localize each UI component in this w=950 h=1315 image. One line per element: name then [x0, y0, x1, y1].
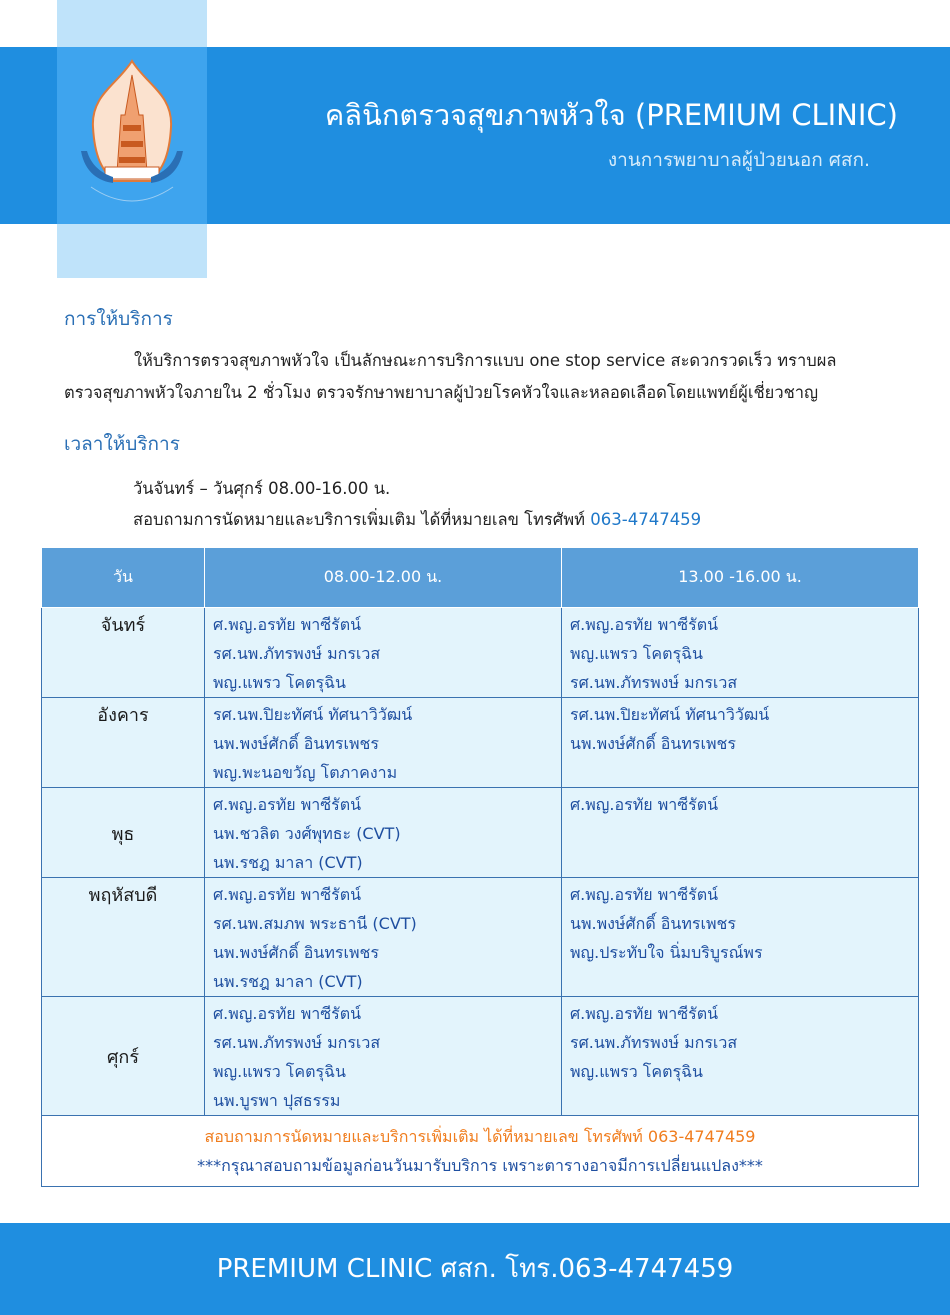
day-cell: จันทร์ [42, 608, 205, 698]
note-contact-text: สอบถามการนัดหมายและบริการเพิ่มเติม ได้ที่หมายเลข โทรศัพท์ [204, 1127, 643, 1146]
note-warning: ***กรุณาสอบถามข้อมูลก่อนวันมารับบริการ เพราะตารางอาจมีการเปลี่ยนแปลง*** [197, 1156, 763, 1175]
page-title: คลินิกตรวจสุขภาพหัวใจ (PREMIUM CLINIC) [324, 98, 898, 132]
doctor-name: พญ.ประทับใจ นิ่มบริบูรณ์พร [570, 943, 763, 962]
doctor-name: รศ.นพ.ภัทรพงษ์ มกรเวส [570, 1033, 738, 1052]
contact-text: สอบถามการนัดหมายและบริการเพิ่มเติม ได้ที่หมายเลข โทรศัพท์ [133, 510, 585, 529]
afternoon-cell [562, 997, 919, 1116]
day-cell: พุธ [42, 788, 205, 878]
services-line-1: ให้บริการตรวจสุขภาพหัวใจ เป็นลักษณะการบริการแบบ one stop service สะดวกรวดเร็ว ทราบผล [134, 351, 837, 370]
doctor-name: ศ.พญ.อรทัย พาซีรัตน์ [570, 1004, 719, 1023]
morning-cell [205, 997, 562, 1116]
afternoon-cell [562, 698, 919, 788]
doctor-name: ศ.พญ.อรทัย พาซีรัตน์ [570, 885, 719, 904]
morning-cell [205, 608, 562, 698]
doctor-name: พญ.พะนอขวัญ โตภาคงาม [213, 763, 398, 782]
doctor-name: นพ.บูรพา ปุสธรรม [213, 1091, 341, 1110]
hours-contact [133, 507, 701, 533]
doctor-name: นพ.ชวลิต วงศ์พุทธะ (CVT) [213, 824, 401, 843]
doctor-name: พญ.แพรว โคตรุฉิน [570, 1062, 703, 1081]
table-row [42, 608, 919, 698]
afternoon-cell [562, 608, 919, 698]
services-description [64, 345, 924, 409]
doctor-name: นพ.พงษ์ศักดิ์ อินทรเพชร [570, 914, 736, 933]
doctor-name: รศ.นพ.ภัทรพงษ์ มกรเวส [213, 644, 381, 663]
table-row [42, 788, 919, 878]
morning-cell [205, 788, 562, 878]
hours-heading: เวลาให้บริการ [64, 433, 180, 455]
table-header-row [42, 548, 919, 608]
hours-days: วันจันทร์ – วันศุกร์ 08.00-16.00 น. [133, 479, 391, 498]
doctor-name: พญ.แพรว โคตรุฉิน [570, 644, 703, 663]
table-note-cell [42, 1116, 919, 1187]
note-contact [42, 1122, 918, 1151]
day-cell: อังคาร [42, 698, 205, 788]
university-logo-icon [69, 55, 195, 215]
doctor-name: รศ.นพ.ภัทรพงษ์ มกรเวส [570, 673, 738, 692]
day-cell: พฤหัสบดี [42, 878, 205, 997]
doctor-name: ศ.พญ.อรทัย พาซีรัตน์ [213, 885, 362, 904]
doctor-name: ศ.พญ.อรทัย พาซีรัตน์ [570, 615, 719, 634]
day-cell: ศุกร์ [42, 997, 205, 1116]
doctor-name: รศ.นพ.ภัทรพงษ์ มกรเวส [213, 1033, 381, 1052]
table-note-row [42, 1116, 919, 1187]
doctor-name: นพ.รชฎ มาลา (CVT) [213, 972, 363, 991]
doctor-name: พญ.แพรว โคตรุฉิน [213, 673, 346, 692]
doctor-name: ศ.พญ.อรทัย พาซีรัตน์ [213, 1004, 362, 1023]
table-row [42, 997, 919, 1116]
note-phone-link[interactable]: 063-4747459 [647, 1127, 756, 1146]
afternoon-cell [562, 878, 919, 997]
doctor-name: รศ.นพ.สมภพ พระธานี (CVT) [213, 914, 417, 933]
afternoon-cell [562, 788, 919, 878]
doctor-name: ศ.พญ.อรทัย พาซีรัตน์ [213, 615, 362, 634]
column-header-morning: 08.00-12.00 น. [205, 548, 562, 608]
morning-cell [205, 698, 562, 788]
doctor-name: นพ.พงษ์ศักดิ์ อินทรเพชร [213, 734, 379, 753]
doctor-name: พญ.แพรว โคตรุฉิน [213, 1062, 346, 1081]
doctor-name: ศ.พญ.อรทัย พาซีรัตน์ [570, 795, 719, 814]
logo-box [57, 47, 207, 224]
doctor-name: นพ.รชฎ มาลา (CVT) [213, 853, 363, 872]
doctor-name: รศ.นพ.ปิยะทัศน์ ทัศนาวิวัฒน์ [570, 705, 770, 724]
morning-cell [205, 878, 562, 997]
doctor-name: นพ.พงษ์ศักดิ์ อินทรเพชร [570, 734, 736, 753]
footer-text: PREMIUM CLINIC ศสก. โทร.063-4747459 [216, 1254, 734, 1284]
page-subtitle: งานการพยาบาลผู้ป่วยนอก ศสก. [607, 149, 870, 171]
phone-number-link[interactable]: 063-4747459 [590, 510, 702, 529]
column-header-afternoon: 13.00 -16.00 น. [562, 548, 919, 608]
doctor-name: รศ.นพ.ปิยะทัศน์ ทัศนาวิวัฒน์ [213, 705, 413, 724]
table-row [42, 878, 919, 997]
services-heading: การให้บริการ [64, 308, 173, 330]
table-row [42, 698, 919, 788]
doctor-schedule-table [41, 547, 919, 1187]
services-line-2: ตรวจสุขภาพหัวใจภายใน 2 ชั่วโมง ตรวจรักษาพยาบาลผู้ป่วยโรคหัวใจและหลอดเลือดโดยแพทย์ผู้เชี่ยวชาญ [64, 383, 819, 402]
doctor-name: นพ.พงษ์ศักดิ์ อินทรเพชร [213, 943, 379, 962]
doctor-name: ศ.พญ.อรทัย พาซีรัตน์ [213, 795, 362, 814]
column-header-day: วัน [42, 548, 205, 608]
